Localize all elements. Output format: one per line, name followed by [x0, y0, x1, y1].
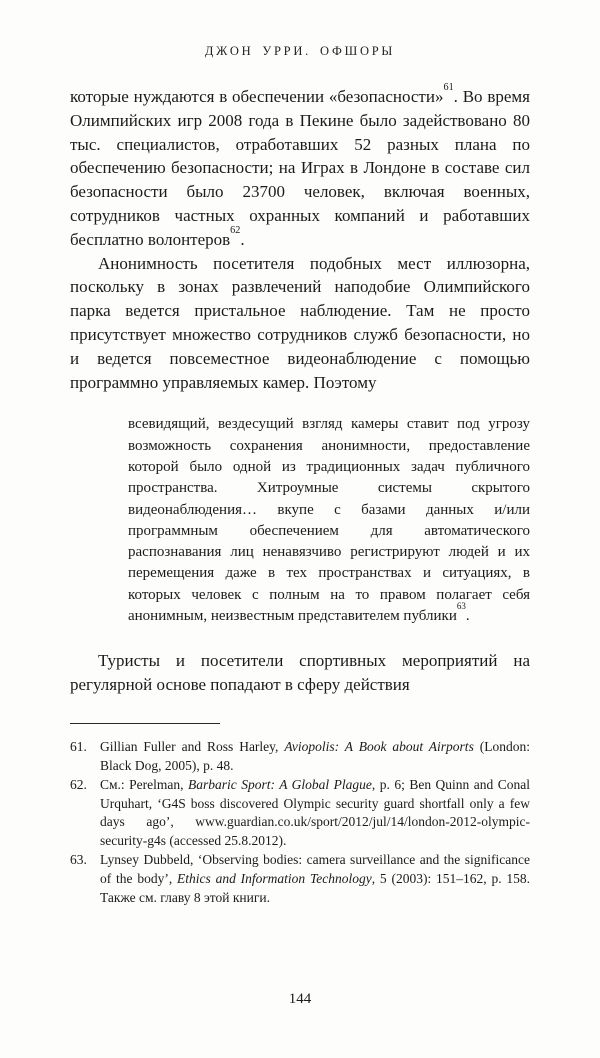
- text-segment: всевидящий, вездесущий взгляд камеры ставит под угрозу возможность сохранения анонимности, предоставление которой было одной из традиционных задач публичного пространства. Хитроумные системы скрытого видеонаблюдения… вкупе с базами данных и/или программным обеспечением для автоматического распознавания лиц ненавязчиво регистрируют людей и их перемещения даже в тех пространствах и ситуациях, в которых человек с полным на то правом полагает себя анонимным, неизвестным представителем публики: [128, 416, 530, 625]
- text-segment: .: [465, 608, 470, 625]
- footnote-ref-63: 63: [456, 601, 466, 612]
- work-title: Barbaric Sport: A Global Plague: [187, 776, 372, 792]
- running-head: [70, 44, 530, 59]
- text-segment: .: [240, 229, 245, 249]
- footnote-ref-61: 61: [443, 81, 454, 93]
- page-number: 144: [288, 991, 312, 1007]
- text-block: [70, 81, 530, 697]
- running-head-text: ДЖОН УРРИ. ОФШОРЫ: [204, 44, 396, 58]
- footnote-63: [70, 851, 530, 908]
- footnote-number: 61.: [70, 738, 87, 754]
- footnote-61: [70, 738, 530, 776]
- text-segment: которые нуждаются в обеспечении «безопасности»: [70, 87, 444, 106]
- text-segment: . Во время Олимпийских игр 2008 года в Пекине было задействовано 80 тыс. специалистов, отработавших 52 разных плана по обеспечению безопасности; на Играх в Лондоне в составе сил безопасности было 23700 человек, включая военных, сотрудников частных охранных компаний и работавших бесплатно волонтеров: [70, 87, 530, 249]
- work-title: Ethics and Information Technology: [177, 871, 372, 887]
- text-segment: , p. 6; Ben Quinn and Conal Urquhart, ‘G4S boss discovered Olympic security guard shortfall only a few days ago’, www.guardian.co.uk/sport/2012/jul/14/london-2012-olympic-security-g4s (accessed 25.8.2012).: [100, 776, 530, 849]
- block-quote: [128, 414, 530, 627]
- footnote-ref-62: 62: [230, 224, 241, 236]
- text-segment: , 5 (2003): 151–162, p. 158. Также см. главу 8 этой книги.: [100, 871, 531, 906]
- paragraph-1: [70, 81, 530, 252]
- footnotes-section: [70, 723, 530, 908]
- footnote-separator: [70, 723, 220, 724]
- footnote-number: 62.: [70, 776, 87, 792]
- work-title: Aviopolis: A Book about Airports: [284, 738, 474, 754]
- paragraph-3: Туристы и посетители спортивных мероприятий на регулярной основе попадают в сферу действия: [70, 651, 530, 695]
- text-segment: См.: Perelman,: [100, 776, 188, 792]
- text-segment: Gillian Fuller and Ross Harley,: [100, 738, 285, 754]
- text-segment: Lynsey Dubbeld, ‘Observing bodies: camera surveillance and the significance of the body’,: [100, 852, 530, 887]
- text-segment: (London: Black Dog, 2005), p. 48.: [100, 738, 530, 773]
- paragraph-2: Анонимность посетителя подобных мест иллюзорна, поскольку в зонах развлечений наподобие Олимпийского парка ведется пристальное наблюдение. Там не просто присутствует множество сотрудников служб безопасности, но и ведется повсеместное видеонаблюдение с помощью программно управляемых камер. Поэтому: [70, 253, 530, 392]
- footnote-number: 63.: [70, 852, 87, 868]
- footnote-62: [70, 776, 530, 852]
